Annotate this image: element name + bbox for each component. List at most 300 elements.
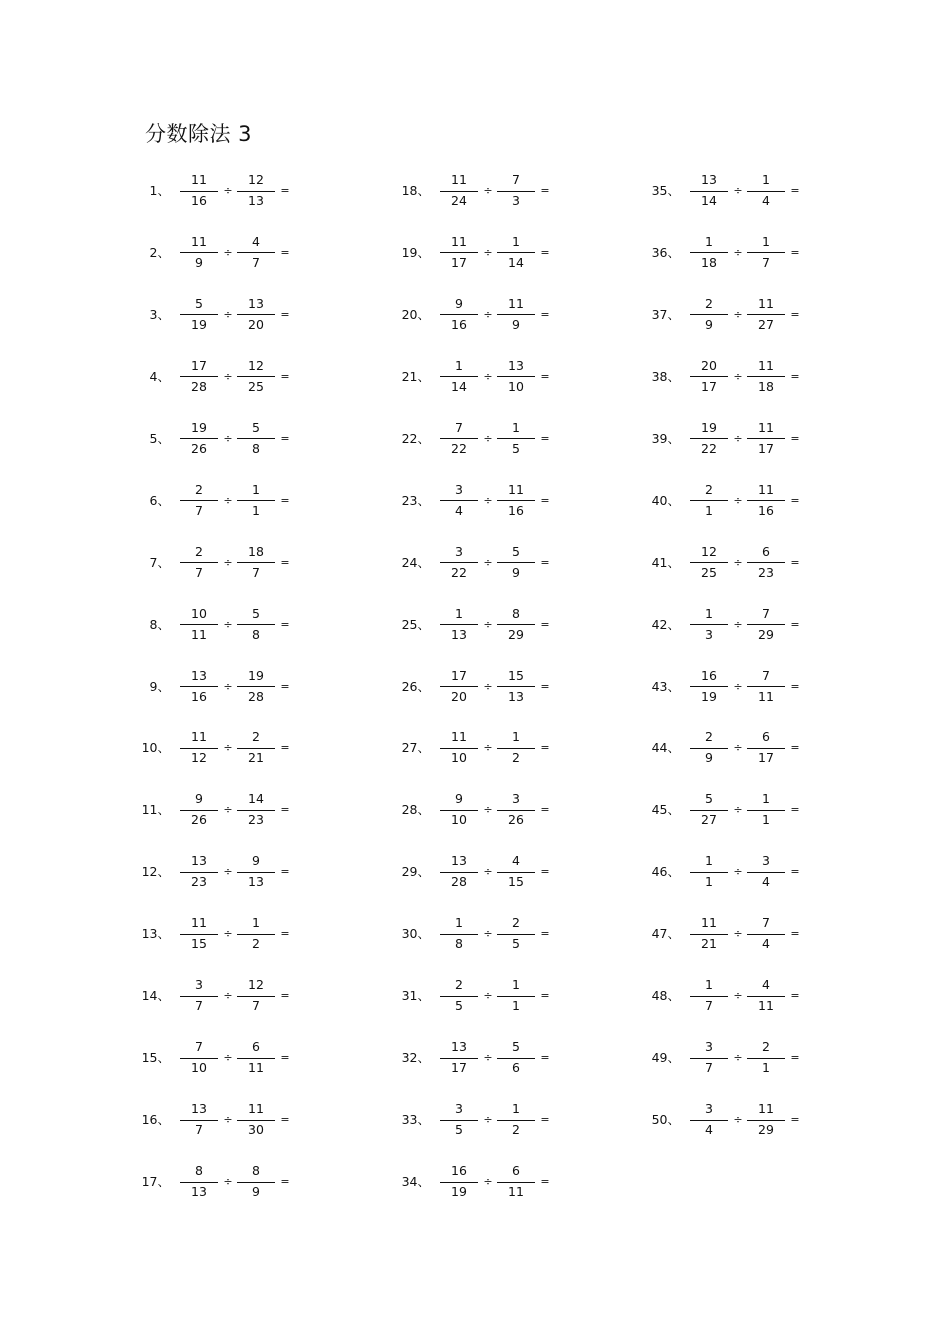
fraction-bar <box>237 1058 275 1059</box>
numerator: 17 <box>451 667 467 683</box>
fraction-bar <box>747 562 785 563</box>
division-sign: ÷ <box>733 803 743 817</box>
divisor-fraction <box>747 232 785 274</box>
dividend-fraction <box>180 851 218 893</box>
denominator: 7 <box>252 254 260 270</box>
problem-row <box>140 480 380 522</box>
numerator: 1 <box>512 233 520 249</box>
problem-number: 2、 <box>149 244 170 260</box>
equals-sign: = <box>540 617 550 631</box>
fraction-bar <box>180 686 218 687</box>
problem-row <box>400 1099 640 1141</box>
denominator: 11 <box>191 626 207 642</box>
division-sign: ÷ <box>483 245 493 259</box>
denominator: 1 <box>762 1060 770 1076</box>
numerator: 1 <box>512 977 520 993</box>
numerator: 1 <box>455 915 463 931</box>
denominator: 16 <box>191 688 207 704</box>
divisor-fraction <box>747 666 785 708</box>
divisor-fraction <box>497 727 535 769</box>
dividend-fraction <box>690 1037 728 1079</box>
numerator: 11 <box>191 915 207 931</box>
divisor-fraction <box>747 356 785 398</box>
numerator: 19 <box>701 419 717 435</box>
fraction-bar <box>747 1120 785 1121</box>
numerator: 7 <box>762 605 770 621</box>
numerator: 5 <box>252 605 260 621</box>
problem-number: 32、 <box>401 1050 430 1066</box>
fraction-bar <box>440 1120 478 1121</box>
numerator: 1 <box>705 853 713 869</box>
problem-row <box>650 727 890 769</box>
problem-number: 29、 <box>401 864 430 880</box>
problem-row <box>650 851 890 893</box>
fraction-bar <box>180 191 218 192</box>
denominator: 7 <box>195 998 203 1014</box>
fraction-bar <box>497 438 535 439</box>
fraction-bar <box>237 376 275 377</box>
denominator: 15 <box>508 874 524 890</box>
problem-number: 10、 <box>141 740 170 756</box>
division-sign: ÷ <box>483 803 493 817</box>
problem-row <box>140 232 380 274</box>
fraction-bar <box>497 562 535 563</box>
division-sign: ÷ <box>483 1175 493 1189</box>
problem-row <box>140 666 380 708</box>
problem-number: 49、 <box>651 1050 680 1066</box>
denominator: 5 <box>512 936 520 952</box>
division-sign: ÷ <box>483 617 493 631</box>
denominator: 18 <box>758 378 774 394</box>
equals-sign: = <box>540 1113 550 1127</box>
problem-number: 27、 <box>401 740 430 756</box>
problem-number: 34、 <box>401 1174 430 1190</box>
divisor-fraction <box>497 666 535 708</box>
dividend-fraction <box>690 232 728 274</box>
numerator: 11 <box>451 233 467 249</box>
numerator: 11 <box>248 1101 264 1117</box>
numerator: 13 <box>701 172 717 187</box>
divisor-fraction <box>237 727 275 769</box>
divisor-fraction <box>747 975 785 1017</box>
division-sign: ÷ <box>733 989 743 1003</box>
divisor-fraction <box>497 294 535 336</box>
dividend-fraction <box>440 727 478 769</box>
denominator: 19 <box>451 1184 467 1200</box>
fraction-bar <box>237 562 275 563</box>
fraction-bar <box>497 252 535 253</box>
problem-row <box>140 913 380 955</box>
problem-row <box>140 542 380 584</box>
numerator: 11 <box>758 1101 774 1117</box>
numerator: 11 <box>451 172 467 187</box>
numerator: 3 <box>705 1039 713 1055</box>
divisor-fraction <box>497 480 535 522</box>
fraction-bar <box>237 934 275 935</box>
numerator: 3 <box>455 481 463 497</box>
fraction-bar <box>180 934 218 935</box>
dividend-fraction <box>690 789 728 831</box>
numerator: 11 <box>191 172 207 187</box>
problem-row <box>400 480 640 522</box>
divisor-fraction <box>747 913 785 955</box>
denominator: 17 <box>451 1060 467 1076</box>
equals-sign: = <box>280 369 290 383</box>
numerator: 4 <box>512 853 520 869</box>
problem-row <box>650 789 890 831</box>
denominator: 4 <box>762 874 770 890</box>
division-sign: ÷ <box>223 803 233 817</box>
problem-number: 42、 <box>651 616 680 632</box>
equals-sign: = <box>540 927 550 941</box>
division-sign: ÷ <box>733 865 743 879</box>
divisor-fraction <box>747 727 785 769</box>
problem-row <box>140 294 380 336</box>
dividend-fraction <box>440 851 478 893</box>
problem-number: 7、 <box>149 554 170 570</box>
problem-number: 46、 <box>651 864 680 880</box>
denominator: 7 <box>705 998 713 1014</box>
denominator: 14 <box>451 378 467 394</box>
denominator: 4 <box>455 502 463 518</box>
problem-number: 31、 <box>401 988 430 1004</box>
problem-number: 33、 <box>401 1112 430 1128</box>
divisor-fraction <box>237 1161 275 1203</box>
problem-number: 37、 <box>651 306 680 322</box>
dividend-fraction <box>440 1037 478 1079</box>
problem-row <box>400 1037 640 1079</box>
problem-row <box>650 170 890 212</box>
dividend-fraction <box>440 975 478 1017</box>
fraction-bar <box>497 996 535 997</box>
numerator: 13 <box>191 853 207 869</box>
division-sign: ÷ <box>223 184 233 197</box>
dividend-fraction <box>180 1161 218 1203</box>
numerator: 1 <box>512 1101 520 1117</box>
divisor-fraction <box>497 170 535 212</box>
fraction-bar <box>180 376 218 377</box>
problem-number: 20、 <box>401 306 430 322</box>
equals-sign: = <box>280 865 290 879</box>
problem-row <box>650 232 890 274</box>
denominator: 19 <box>701 688 717 704</box>
denominator: 7 <box>195 502 203 518</box>
problem-number: 11、 <box>141 802 170 818</box>
numerator: 8 <box>195 1163 203 1179</box>
numerator: 8 <box>252 1163 260 1179</box>
division-sign: ÷ <box>733 307 743 321</box>
problem-row <box>400 356 640 398</box>
denominator: 11 <box>508 1184 524 1200</box>
problem-number: 41、 <box>651 554 680 570</box>
denominator: 17 <box>758 440 774 456</box>
fraction-bar <box>180 314 218 315</box>
denominator: 7 <box>195 564 203 580</box>
numerator: 12 <box>701 543 717 559</box>
denominator: 11 <box>758 688 774 704</box>
problem-number: 39、 <box>651 430 680 446</box>
equals-sign: = <box>790 741 800 755</box>
problem-row <box>650 666 890 708</box>
numerator: 2 <box>195 481 203 497</box>
problem-number: 9、 <box>149 678 170 694</box>
denominator: 14 <box>508 254 524 270</box>
numerator: 1 <box>762 233 770 249</box>
fraction-bar <box>237 1182 275 1183</box>
fraction-bar <box>747 500 785 501</box>
divisor-fraction <box>237 480 275 522</box>
dividend-fraction <box>180 418 218 460</box>
denominator: 9 <box>705 750 713 766</box>
problem-number: 22、 <box>401 430 430 446</box>
denominator: 28 <box>248 688 264 704</box>
numerator: 4 <box>252 233 260 249</box>
numerator: 11 <box>191 729 207 745</box>
problem-number: 18、 <box>401 183 430 198</box>
fraction-bar <box>440 624 478 625</box>
division-sign: ÷ <box>483 741 493 755</box>
equals-sign: = <box>790 307 800 321</box>
fraction-bar <box>237 500 275 501</box>
equals-sign: = <box>280 679 290 693</box>
equals-sign: = <box>790 679 800 693</box>
numerator: 12 <box>248 357 264 373</box>
numerator: 11 <box>508 481 524 497</box>
denominator: 29 <box>508 626 524 642</box>
fraction-bar <box>747 810 785 811</box>
divisor-fraction <box>497 975 535 1017</box>
equals-sign: = <box>790 369 800 383</box>
dividend-fraction <box>180 294 218 336</box>
dividend-fraction <box>690 356 728 398</box>
denominator: 28 <box>191 378 207 394</box>
fraction-bar <box>690 996 728 997</box>
problem-number: 8、 <box>149 616 170 632</box>
problem-number: 16、 <box>141 1112 170 1128</box>
problem-row <box>400 913 640 955</box>
denominator: 15 <box>191 936 207 952</box>
fraction-bar <box>440 562 478 563</box>
worksheet-title: 分数除法 3 <box>145 122 253 146</box>
fraction-bar <box>747 996 785 997</box>
equals-sign: = <box>540 1051 550 1065</box>
dividend-fraction <box>440 232 478 274</box>
denominator: 9 <box>705 316 713 332</box>
denominator: 26 <box>191 440 207 456</box>
fraction-bar <box>180 996 218 997</box>
fraction-bar <box>497 314 535 315</box>
problem-number: 43、 <box>651 678 680 694</box>
divisor-fraction <box>237 851 275 893</box>
fraction-bar <box>690 934 728 935</box>
dividend-fraction <box>180 789 218 831</box>
fraction-bar <box>237 748 275 749</box>
equals-sign: = <box>280 493 290 507</box>
dividend-fraction <box>690 1099 728 1141</box>
equals-sign: = <box>540 1175 550 1189</box>
division-sign: ÷ <box>483 555 493 569</box>
equals-sign: = <box>280 1175 290 1189</box>
denominator: 8 <box>252 626 260 642</box>
numerator: 11 <box>451 729 467 745</box>
problem-row <box>400 232 640 274</box>
equals-sign: = <box>540 989 550 1003</box>
divisor-fraction <box>747 851 785 893</box>
problem-row <box>650 480 890 522</box>
problem-row <box>140 170 380 212</box>
denominator: 2 <box>512 1122 520 1138</box>
numerator: 11 <box>508 295 524 311</box>
problem-row <box>140 356 380 398</box>
division-sign: ÷ <box>483 431 493 445</box>
fraction-bar <box>440 376 478 377</box>
dividend-fraction <box>180 480 218 522</box>
denominator: 23 <box>248 812 264 828</box>
numerator: 11 <box>191 233 207 249</box>
fraction-bar <box>237 1120 275 1121</box>
problem-number: 14、 <box>141 988 170 1004</box>
equals-sign: = <box>280 245 290 259</box>
problem-column-1 <box>140 0 380 1344</box>
fraction-bar <box>180 500 218 501</box>
divisor-fraction <box>237 789 275 831</box>
denominator: 16 <box>508 502 524 518</box>
divisor-fraction <box>497 851 535 893</box>
denominator: 3 <box>512 193 520 208</box>
fraction-bar <box>747 314 785 315</box>
divisor-fraction <box>237 294 275 336</box>
denominator: 18 <box>701 254 717 270</box>
problem-number: 25、 <box>401 616 430 632</box>
denominator: 5 <box>455 998 463 1014</box>
divisor-fraction <box>237 356 275 398</box>
denominator: 7 <box>705 1060 713 1076</box>
fraction-bar <box>237 314 275 315</box>
fraction-bar <box>690 624 728 625</box>
numerator: 13 <box>451 853 467 869</box>
division-sign: ÷ <box>223 989 233 1003</box>
denominator: 1 <box>705 874 713 890</box>
dividend-fraction <box>180 232 218 274</box>
problem-row <box>650 418 890 460</box>
numerator: 5 <box>705 791 713 807</box>
fraction-bar <box>440 252 478 253</box>
equals-sign: = <box>540 245 550 259</box>
dividend-fraction <box>440 356 478 398</box>
problem-number: 19、 <box>401 244 430 260</box>
numerator: 3 <box>455 1101 463 1117</box>
division-sign: ÷ <box>733 493 743 507</box>
denominator: 10 <box>451 750 467 766</box>
divisor-fraction <box>747 480 785 522</box>
fraction-bar <box>440 748 478 749</box>
denominator: 11 <box>248 1060 264 1076</box>
numerator: 13 <box>248 295 264 311</box>
equals-sign: = <box>790 493 800 507</box>
numerator: 13 <box>191 1101 207 1117</box>
dividend-fraction <box>180 542 218 584</box>
denominator: 16 <box>451 316 467 332</box>
fraction-bar <box>237 686 275 687</box>
problem-row <box>650 975 890 1017</box>
denominator: 9 <box>512 564 520 580</box>
fraction-bar <box>690 191 728 192</box>
equals-sign: = <box>790 1113 800 1127</box>
division-sign: ÷ <box>733 184 743 197</box>
problem-number: 44、 <box>651 740 680 756</box>
division-sign: ÷ <box>223 679 233 693</box>
division-sign: ÷ <box>223 865 233 879</box>
fraction-bar <box>180 1058 218 1059</box>
fraction-bar <box>180 438 218 439</box>
fraction-bar <box>497 1182 535 1183</box>
equals-sign: = <box>280 431 290 445</box>
denominator: 16 <box>758 502 774 518</box>
numerator: 6 <box>762 729 770 745</box>
dividend-fraction <box>180 1037 218 1079</box>
denominator: 1 <box>252 502 260 518</box>
denominator: 1 <box>705 502 713 518</box>
problem-row <box>650 913 890 955</box>
fraction-bar <box>747 624 785 625</box>
dividend-fraction <box>690 294 728 336</box>
fraction-bar <box>440 686 478 687</box>
divisor-fraction <box>747 604 785 646</box>
denominator: 2 <box>512 750 520 766</box>
fraction-bar <box>497 191 535 192</box>
fraction-bar <box>180 748 218 749</box>
denominator: 25 <box>248 378 264 394</box>
problem-column-2 <box>400 0 640 1344</box>
problem-row <box>400 542 640 584</box>
numerator: 2 <box>762 1039 770 1055</box>
fraction-bar <box>180 1120 218 1121</box>
denominator: 22 <box>701 440 717 456</box>
divisor-fraction <box>237 666 275 708</box>
fraction-bar <box>237 996 275 997</box>
denominator: 17 <box>451 254 467 270</box>
problem-row <box>650 604 890 646</box>
numerator: 4 <box>762 977 770 993</box>
fraction-bar <box>747 191 785 192</box>
dividend-fraction <box>440 604 478 646</box>
fraction-bar <box>690 872 728 873</box>
division-sign: ÷ <box>223 245 233 259</box>
numerator: 5 <box>195 295 203 311</box>
equals-sign: = <box>790 927 800 941</box>
equals-sign: = <box>540 741 550 755</box>
equals-sign: = <box>790 803 800 817</box>
problem-row <box>140 975 380 1017</box>
denominator: 21 <box>701 936 717 952</box>
numerator: 13 <box>191 667 207 683</box>
numerator: 3 <box>455 543 463 559</box>
division-sign: ÷ <box>733 741 743 755</box>
denominator: 28 <box>451 874 467 890</box>
numerator: 14 <box>248 791 264 807</box>
numerator: 2 <box>705 729 713 745</box>
problem-number: 3、 <box>149 306 170 322</box>
fraction-bar <box>440 934 478 935</box>
dividend-fraction <box>690 913 728 955</box>
denominator: 5 <box>512 440 520 456</box>
denominator: 10 <box>191 1060 207 1076</box>
equals-sign: = <box>280 1051 290 1065</box>
dividend-fraction <box>690 418 728 460</box>
equals-sign: = <box>280 989 290 1003</box>
dividend-fraction <box>690 480 728 522</box>
equals-sign: = <box>280 803 290 817</box>
